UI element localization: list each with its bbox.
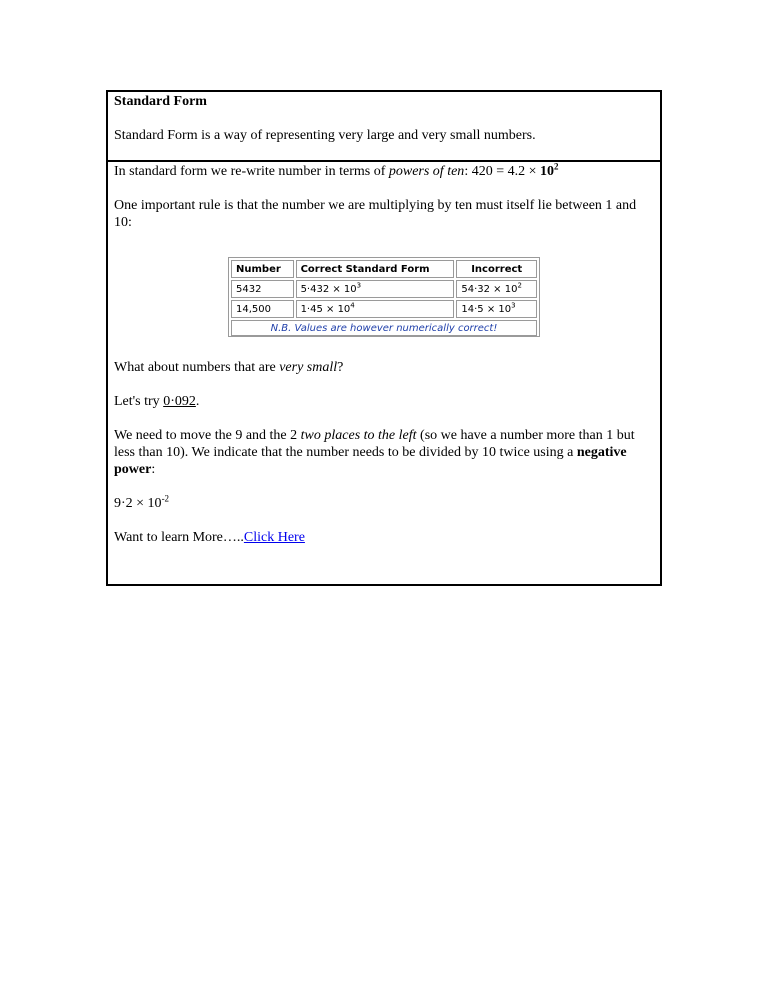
- example-exponent: -2: [161, 493, 170, 504]
- header-number: Number: [231, 260, 294, 278]
- table-row: [231, 300, 537, 318]
- try-number: 0·092: [163, 394, 196, 409]
- small-numbers-text: What about numbers that are: [114, 360, 280, 375]
- powers-line-equation: : 420 = 4.2 ×: [464, 164, 540, 179]
- negative-power-bold: negative power: [114, 445, 627, 477]
- try-text: Let's try: [114, 394, 164, 409]
- small-numbers-question-mark: ?: [337, 360, 344, 375]
- learn-more-text: Want to learn More…..: [114, 530, 244, 545]
- powers-line: [114, 163, 654, 180]
- incorrect-exponent: 2: [517, 281, 522, 290]
- learn-more-line: [114, 529, 654, 546]
- intro-text: Standard Form is a way of representing very large and very small numbers.: [114, 128, 536, 143]
- try-period: .: [195, 394, 200, 409]
- powers-line-base: 10: [540, 164, 554, 179]
- cell-correct: [296, 280, 455, 298]
- cell-number: 5432: [231, 280, 294, 298]
- cell-number: 14,500: [231, 300, 294, 318]
- correct-exponent: 4: [350, 301, 355, 310]
- intro-section: [108, 92, 660, 162]
- incorrect-base: 54·32 × 10: [461, 283, 518, 295]
- click-here-link[interactable]: Click Here: [243, 530, 305, 545]
- move-paragraph: [114, 427, 654, 478]
- move-text: We need to move the 9 and the 2: [114, 428, 301, 443]
- header-correct: Correct Standard Form: [296, 260, 455, 278]
- two-places-emphasis: two places to the left: [300, 428, 417, 443]
- table-note-row: [231, 320, 537, 336]
- example-base: 9·2 × 10: [114, 496, 162, 511]
- explanation-section: [108, 162, 660, 584]
- correct-exponent: 3: [356, 281, 362, 290]
- powers-of-ten-emphasis: powers of ten: [388, 164, 465, 179]
- standard-form-table-image: [228, 257, 540, 337]
- table-note: N.B. Values are however numerically correct!: [231, 320, 537, 336]
- correct-base: 1·45 × 10: [300, 303, 351, 315]
- table-header-row: [231, 260, 537, 278]
- section-title: Standard Form: [114, 94, 207, 109]
- try-line: [114, 393, 654, 410]
- move-colon: :: [151, 462, 156, 477]
- table-row: [231, 280, 537, 298]
- small-numbers-line: [114, 359, 654, 376]
- rule-text: One important rule is that the number we are multiplying by ten must itself lie between 1 and 10:: [114, 198, 637, 230]
- correct-base: 5·432 × 10: [300, 283, 357, 295]
- example-line: [114, 495, 654, 512]
- incorrect-base: 14·5 × 10: [461, 303, 512, 315]
- cell-correct: [296, 300, 455, 318]
- content-box: [106, 90, 662, 586]
- cell-incorrect: [456, 300, 537, 318]
- powers-line-text: In standard form we re-write number in terms of: [114, 164, 389, 179]
- move-text-middle: (so we have a number more than 1 but less than 10). We indicate that the number needs to be divided by 10 twice using a: [114, 428, 635, 460]
- cell-incorrect: [456, 280, 537, 298]
- incorrect-exponent: 3: [511, 301, 516, 310]
- standard-form-table: [229, 258, 539, 338]
- very-small-emphasis: very small: [279, 360, 338, 375]
- header-incorrect: Incorrect: [456, 260, 537, 278]
- powers-line-exponent: 2: [554, 161, 559, 172]
